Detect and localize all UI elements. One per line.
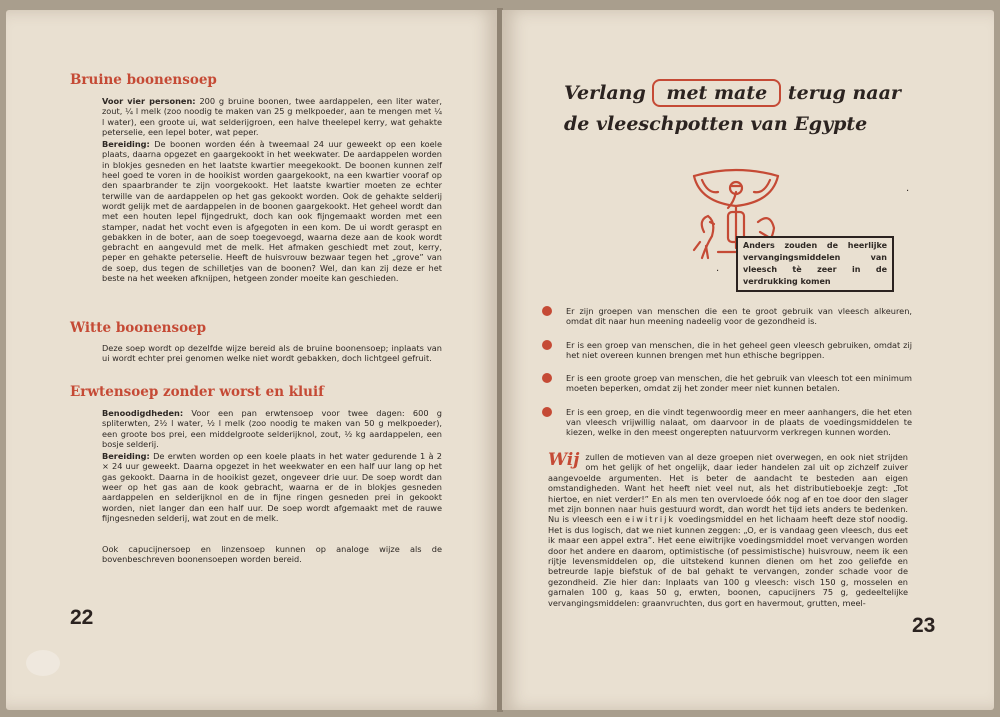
ingredients-label: Voor vier personen: — [102, 96, 196, 106]
margin-mark: · — [906, 186, 910, 197]
erwtensoep-preparation-paragraph — [102, 451, 442, 523]
bullet-list — [542, 306, 912, 438]
heading-bruine-boonensoep: Bruine boonensoep — [70, 72, 217, 88]
bullet-item — [542, 306, 912, 327]
bullet-dot — [542, 306, 552, 316]
wij-text-part-c: Zie hier dan: Inplaats van 100 g vleesch: visch 150 g, mosselen en garnalen 100 g, kaas 50 g, erwten, boonen, capucijners 75 g, gedeeltelijke vervangingsmiddelen: graanvruchten, dus gort en havermout, grutten, meel- — [548, 576, 909, 608]
paper-stain — [26, 650, 60, 676]
bullet-dot — [542, 407, 552, 417]
pot-rim — [694, 170, 778, 176]
erwtensoep-preparation-text: De erwten worden op een koele plaats in het water gedurende 1 à 2 × 24 uur geweekt. Daarna opgezet in het weekwater en een half uur lang op het gas gekookt. Daarna in de hooikist gezet, ongeveer drie uur. De soep wordt dan weer op het gas aan de kook gebracht, waarna er de in blokjes gesneden aardappelen en selderijknol en de in fijne ringen gesneden prei in gekookt worden, niet langer dan een half uur. De soep wordt afgemaakt met de rauwe fijngesneden selderij, wat zout en de melk. — [102, 451, 442, 523]
wij-spaced-word: eiwitrijk — [624, 514, 676, 525]
wij-text-part-a: zullen de motieven van al deze groepen niet overwegen, en ook niet strijden om het gelijk of het ongelijk, daar ieder handelen zal uit op zichzelf zuiver aangevoelde argumenten. Het is beter de aandacht te besteden aan eigen omstandigheden. Want het heeft niet veel nut, als het distributieboekje zegt: „Tot hiertoe, en niet verder!” En als men ten overvloede óók nog af en toe door den slager met zijn bonnen naar huis gestuurd wordt, dan wordt het tijd iets anders te bedenken. Nu is vleesch een — [548, 452, 908, 525]
page-number-right: 23 — [912, 614, 936, 637]
bullet-text: Er is een groote groep van menschen, die het gebruik van vleesch tot een minimum moeten beperken, omdat zij het zonder meer niet kunnen betalen. — [566, 373, 912, 394]
witte-boonensoep-text: Deze soep wordt op dezelfde wijze bereid als de bruine boonensoep; inplaats van ui wordt echter prei genomen welke niet wordt gebakken, doch lichtgeel gefruit. — [102, 343, 442, 364]
recipe-witte-boonensoep — [102, 343, 442, 366]
margin-mark: · — [716, 266, 720, 277]
illustration-caption: Anders zouden de heerlijke vervangingsmiddelen van vleesch tè zeer in de verdrukking komen — [736, 236, 894, 292]
preparation-label: Bereiding: — [102, 139, 150, 150]
heading-witte-boonensoep: Witte boonensoep — [70, 320, 207, 336]
bullet-dot — [542, 373, 552, 383]
recipe-bruine-boonensoep — [102, 96, 442, 285]
page-title — [564, 78, 904, 140]
bullet-text: Er is een groep, en die vindt tegenwoordig meer en meer aanhangers, die het eten van vleesch vrijwillig nalaat, om daarvoor in de plaats de voedingsmiddelen te kiezen, welke in den meest ongerepten natuurvorm verkregen kunnen worden. — [566, 406, 912, 438]
erwtensoep-preparation-label: Bereiding: — [102, 451, 150, 462]
wij-text-part-b: voedingsmiddel en het lichaam heeft deze stof noodig. Het is dus logisch, dat we niet kunnen zeggen: „O, er is vandaag geen vleesch, dus eet ik maar een appel extra”. Het eene eiwitrijke voedingsmiddel moet vervangen worden door het andere en daarom, optimistische (of pessimistische) huisvrouw, neem ik een rijtje levensmiddelen op, die uitstekend kunnen dienen om het zoo geliefde en betreurde lapje biefstuk of de bal gehakt te vervangen, zonder schade voor de gezondheid. — [548, 514, 908, 587]
requirements-text: Voor een pan erwtensoep voor twee dagen: 600 g spliterwten, 2½ l water, ½ l melk (zoo noodig te maken van 50 g melkpoeder), een groote bos prei, een middelgroote selderijknol, zout, ½ kg aardappelen, een bosje selderij. — [102, 408, 442, 449]
left-page — [6, 10, 498, 710]
preparation-paragraph — [102, 139, 442, 283]
bullet-dot — [542, 340, 552, 350]
page-number-left: 22 — [70, 606, 94, 629]
bullet-item — [542, 340, 912, 361]
closing-note — [102, 544, 442, 567]
recipe-erwtensoep — [102, 408, 442, 525]
title-part-2: terug naar — [787, 82, 901, 104]
wij-paragraph — [548, 452, 908, 608]
bullet-text: Er zijn groepen van menschen die een te groot gebruik van vleesch alkeuren, omdat dit naar hun meening nadeelig voor de gezondheid is. — [566, 306, 912, 327]
title-line-2: de vleeschpotten van Egypte — [564, 113, 868, 135]
heading-erwtensoep: Erwtensoep zonder worst en kluif — [70, 384, 324, 400]
wij-initial-word: Wij — [548, 450, 580, 470]
title-boxed-words: met mate — [652, 79, 781, 107]
ingredients-text: 200 g bruine boonen, twee aardappelen, een liter water, zout, ¼ l melk (zoo noodig te maken van 25 g melkpoeder, aan te mengen met ¼ l water), een groote ui, wat selderijgroen, een halve theelepel kerry, wat gehakte peterselie, een lepel boter, wat peper. — [102, 96, 442, 137]
bullet-item — [542, 407, 912, 438]
closing-note-text: Ook capucijnersoep en linzensoep kunnen op analoge wijze als de bovenbeschreven boonensoepen worden bereid. — [102, 544, 442, 565]
requirements-paragraph — [102, 408, 442, 449]
right-page — [502, 10, 994, 710]
title-part-1: Verlang — [564, 82, 646, 104]
bullet-item — [542, 373, 912, 394]
preparation-text: De boonen worden één à tweemaal 24 uur geweekt op een koele plaats, daarna opgezet en gaargekookt in het weekwater. De aardappelen worden in blokjes gesneden en het laatste kwartier meegekookt. De boonen kunnen zelf heel goed te voren in de hooikist worden gaargekookt, na een kwartier vooraf op den spaarbrander te zijn voorgekookt. Het laatste kwartier moeten ze echter terwille van de aardappelen op het gas gekookt worden. Ook de gehakte selderij wordt gelijk met de aardappelen in de boonen gaargekookt. Het geheel wordt dan met een houten lepel fijngedrukt, doch kan ook fijngemaakt worden met een stamper, nadat het vocht even is afgegoten in een kom. De ui wordt geraspt en gebakken in de boter, aan de soep toegevoegd, waarna deze aan de kook wordt gebracht en aangevuld met de melk. Het afmaken geschiedt met zout, kerry, peper en gehakte peterselie. Heeft de huisvrouw bezwaar tegen het „grove” van de soep, dus tegen de schilletjes van de boonen? Wel, dan kan zij deze er het beste na het weeken afknijpen, hetgeen zonder moeite kan geschieden. — [102, 139, 442, 284]
ingredients-paragraph — [102, 96, 442, 137]
requirements-label: Benoodigdheden: — [102, 408, 184, 418]
bullet-text: Er is een groep van menschen, die in het geheel geen vleesch gebruiken, omdat zij het niet overeen kunnen brengen met hun ethische begrippen. — [566, 339, 912, 360]
